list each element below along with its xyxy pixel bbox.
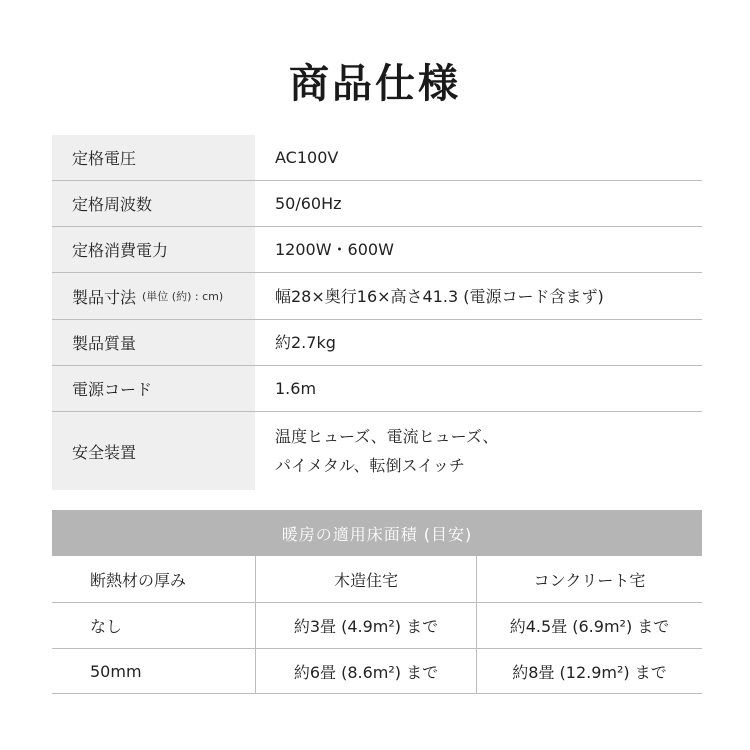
page-title: 商品仕様 bbox=[289, 61, 461, 107]
heating-area-table bbox=[52, 510, 702, 694]
spec-row bbox=[52, 412, 702, 490]
spec-label: 電源コード bbox=[52, 366, 255, 411]
spec-value: 1200W・600W bbox=[275, 240, 394, 259]
spec-value: 50/60Hz bbox=[275, 194, 342, 213]
spec-unit: (単位 (約) : cm) bbox=[142, 290, 224, 303]
spec-row bbox=[52, 181, 702, 227]
spec-label: 安全装置 bbox=[52, 412, 255, 490]
spec-row bbox=[52, 320, 702, 366]
table-row bbox=[52, 603, 702, 649]
heating-table-title: 暖房の適用床面積 (目安) bbox=[52, 510, 702, 556]
spec-value-line: パイメタル、転倒スイッチ bbox=[275, 456, 465, 475]
concrete-cell: 約4.5畳 (6.9m²) まで bbox=[476, 603, 702, 648]
wooden-cell: 約6畳 (8.6m²) まで bbox=[255, 649, 476, 693]
spec-value: 1.6m bbox=[275, 379, 317, 398]
spec-table bbox=[52, 135, 702, 490]
wooden-cell: 約3畳 (4.9m²) まで bbox=[255, 603, 476, 648]
spec-label: 製品質量 bbox=[52, 320, 255, 365]
spec-row bbox=[52, 366, 702, 412]
spec-label-with-unit bbox=[52, 273, 255, 319]
spec-label: 定格電圧 bbox=[52, 135, 255, 180]
table-row bbox=[52, 649, 702, 694]
header-concrete-house: コンクリート宅 bbox=[476, 556, 702, 602]
heating-header-row bbox=[52, 556, 702, 603]
concrete-cell: 約8畳 (12.9m²) まで bbox=[476, 649, 702, 693]
spec-label-text: 製品寸法 bbox=[72, 287, 137, 307]
spec-row bbox=[52, 227, 702, 273]
spec-value: 約2.7kg bbox=[275, 333, 336, 352]
spec-row bbox=[52, 135, 702, 181]
spec-label: 定格消費電力 bbox=[52, 227, 255, 272]
spec-value: 幅28×奥行16×高さ41.3 (電源コード含まず) bbox=[275, 286, 604, 306]
spec-value: AC100V bbox=[275, 148, 339, 167]
spec-value-line: 温度ヒューズ、電流ヒューズ、 bbox=[275, 427, 499, 446]
insulation-cell: 50mm bbox=[90, 661, 142, 681]
header-wooden-house: 木造住宅 bbox=[255, 556, 476, 602]
spec-label: 定格周波数 bbox=[52, 181, 255, 226]
spec-value-multiline bbox=[255, 412, 702, 490]
spec-row bbox=[52, 273, 702, 320]
header-insulation: 断熱材の厚み bbox=[90, 570, 187, 590]
insulation-cell: なし bbox=[90, 617, 123, 636]
